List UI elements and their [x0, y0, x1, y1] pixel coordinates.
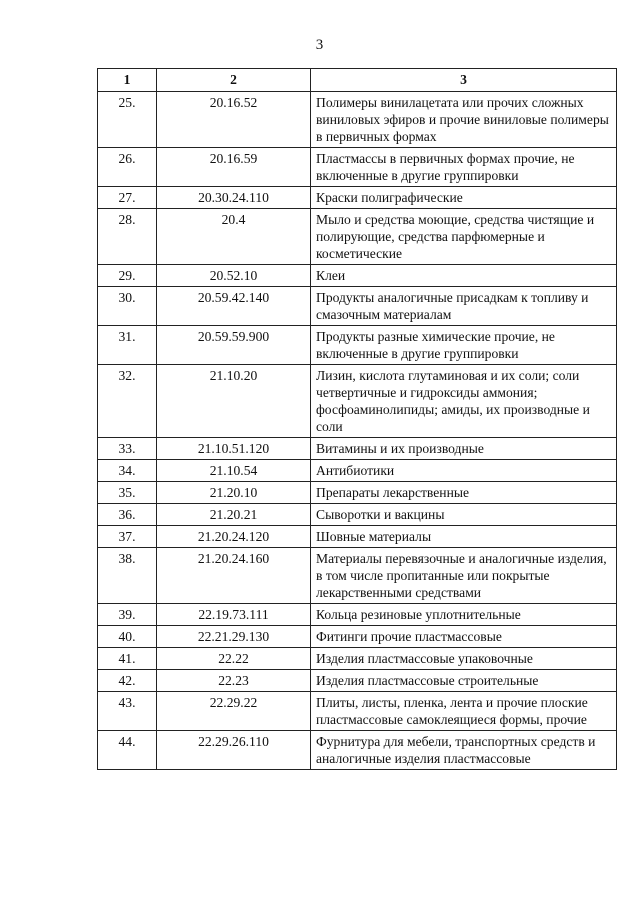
column-header-1: 1: [98, 69, 157, 92]
row-number-cell: 31.: [98, 326, 157, 365]
table-row: [98, 526, 617, 548]
row-number-cell: 33.: [98, 438, 157, 460]
products-table: [97, 68, 617, 770]
product-name-cell: Лизин, кислота глутаминовая и их соли; соли четвертичные и гидроксиды аммония; фосфоаминолипиды; амиды, их производные и соли: [311, 365, 617, 438]
okpd-code-cell: 20.52.10: [157, 265, 311, 287]
table-body: [98, 92, 617, 770]
okpd-code-cell: 21.10.20: [157, 365, 311, 438]
okpd-code-cell: 21.10.54: [157, 460, 311, 482]
row-number-cell: 42.: [98, 670, 157, 692]
table-row: [98, 92, 617, 148]
product-name-cell: Препараты лекарственные: [311, 482, 617, 504]
product-name-cell: Кольца резиновые уплотнительные: [311, 604, 617, 626]
okpd-code-cell: 21.20.21: [157, 504, 311, 526]
table-row: [98, 460, 617, 482]
okpd-code-cell: 21.20.24.160: [157, 548, 311, 604]
row-number-cell: 44.: [98, 731, 157, 770]
table-row: [98, 604, 617, 626]
row-number-cell: 27.: [98, 187, 157, 209]
table-row: [98, 187, 617, 209]
product-name-cell: Плиты, листы, пленка, лента и прочие плоские пластмассовые самоклеящиеся формы, прочие: [311, 692, 617, 731]
row-number-cell: 28.: [98, 209, 157, 265]
okpd-code-cell: 22.23: [157, 670, 311, 692]
okpd-code-cell: 20.30.24.110: [157, 187, 311, 209]
product-name-cell: Шовные материалы: [311, 526, 617, 548]
table-row: [98, 670, 617, 692]
row-number-cell: 41.: [98, 648, 157, 670]
product-name-cell: Фурнитура для мебели, транспортных средств и аналогичные изделия пластмассовые: [311, 731, 617, 770]
okpd-code-cell: 20.59.59.900: [157, 326, 311, 365]
row-number-cell: 43.: [98, 692, 157, 731]
product-name-cell: Пластмассы в первичных формах прочие, не включенные в другие группировки: [311, 148, 617, 187]
product-name-cell: Фитинги прочие пластмассовые: [311, 626, 617, 648]
product-name-cell: Краски полиграфические: [311, 187, 617, 209]
product-name-cell: Продукты разные химические прочие, не включенные в другие группировки: [311, 326, 617, 365]
okpd-code-cell: 22.29.22: [157, 692, 311, 731]
row-number-cell: 36.: [98, 504, 157, 526]
row-number-cell: 32.: [98, 365, 157, 438]
table-row: [98, 692, 617, 731]
row-number-cell: 39.: [98, 604, 157, 626]
table-row: [98, 265, 617, 287]
okpd-code-cell: 21.20.24.120: [157, 526, 311, 548]
table-row: [98, 504, 617, 526]
product-name-cell: Изделия пластмассовые строительные: [311, 670, 617, 692]
row-number-cell: 37.: [98, 526, 157, 548]
column-header-2: 2: [157, 69, 311, 92]
table-row: [98, 482, 617, 504]
row-number-cell: 29.: [98, 265, 157, 287]
okpd-code-cell: 21.20.10: [157, 482, 311, 504]
okpd-code-cell: 22.21.29.130: [157, 626, 311, 648]
row-number-cell: 38.: [98, 548, 157, 604]
table-row: [98, 626, 617, 648]
okpd-code-cell: 22.29.26.110: [157, 731, 311, 770]
product-name-cell: Изделия пластмассовые упаковочные: [311, 648, 617, 670]
okpd-code-cell: 20.16.59: [157, 148, 311, 187]
table-row: [98, 287, 617, 326]
table-row: [98, 209, 617, 265]
table-row: [98, 148, 617, 187]
row-number-cell: 34.: [98, 460, 157, 482]
okpd-code-cell: 22.19.73.111: [157, 604, 311, 626]
row-number-cell: 40.: [98, 626, 157, 648]
product-name-cell: Клеи: [311, 265, 617, 287]
table-row: [98, 438, 617, 460]
okpd-code-cell: 22.22: [157, 648, 311, 670]
row-number-cell: 30.: [98, 287, 157, 326]
page-number: 3: [315, 37, 324, 53]
table-row: [98, 548, 617, 604]
row-number-cell: 26.: [98, 148, 157, 187]
product-name-cell: Полимеры винилацетата или прочих сложных виниловых эфиров и прочие виниловые полимеры в первичных формах: [311, 92, 617, 148]
okpd-code-cell: 21.10.51.120: [157, 438, 311, 460]
product-name-cell: Мыло и средства моющие, средства чистящие и полирующие, средства парфюмерные и косметические: [311, 209, 617, 265]
table-row: [98, 731, 617, 770]
okpd-code-cell: 20.59.42.140: [157, 287, 311, 326]
product-name-cell: Сыворотки и вакцины: [311, 504, 617, 526]
product-name-cell: Витамины и их производные: [311, 438, 617, 460]
table-row: [98, 648, 617, 670]
okpd-code-cell: 20.4: [157, 209, 311, 265]
table-row: [98, 326, 617, 365]
product-name-cell: Продукты аналогичные присадкам к топливу и смазочным материалам: [311, 287, 617, 326]
table-header-row: [98, 69, 617, 92]
row-number-cell: 25.: [98, 92, 157, 148]
product-name-cell: Антибиотики: [311, 460, 617, 482]
product-name-cell: Материалы перевязочные и аналогичные изделия, в том числе пропитанные или покрытые лекарственными средствами: [311, 548, 617, 604]
column-header-3: 3: [311, 69, 617, 92]
row-number-cell: 35.: [98, 482, 157, 504]
okpd-code-cell: 20.16.52: [157, 92, 311, 148]
table-row: [98, 365, 617, 438]
